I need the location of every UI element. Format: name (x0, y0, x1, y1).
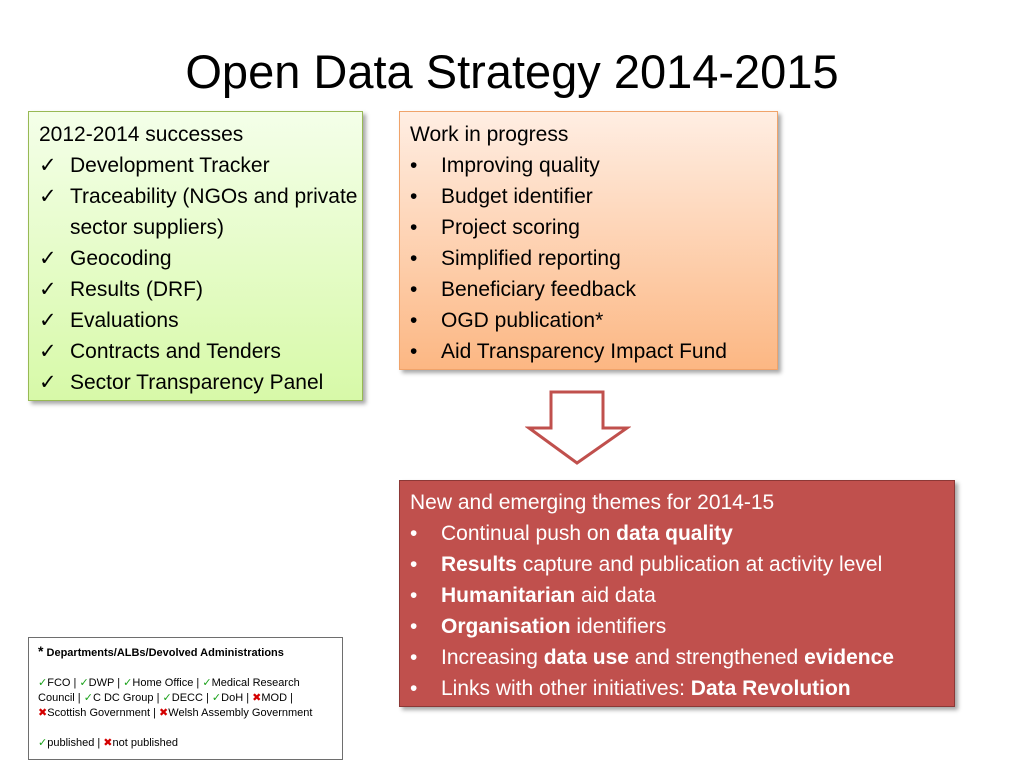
bullet-icon: • (410, 340, 418, 363)
list-item: ✓ Traceability (NGOs and private sector suppliers) (39, 181, 362, 243)
list-item: • Organisation identifiers (410, 611, 954, 642)
cross-icon: ✖ (103, 737, 113, 749)
bullet-icon: • (410, 185, 418, 208)
list-item: • Increasing data use and strengthened evidence (410, 642, 954, 673)
list-item: • Humanitarian aid data (410, 580, 954, 611)
bullet-icon: • (410, 615, 418, 638)
list-item: ✓ Contracts and Tenders (39, 336, 362, 367)
list-item: • Improving quality (410, 150, 777, 181)
list-item: • Beneficiary feedback (410, 274, 777, 305)
bullet-icon: • (410, 309, 418, 332)
list-item: • Project scoring (410, 212, 777, 243)
successes-list (39, 150, 362, 398)
bullet-icon: • (410, 278, 418, 301)
list-item: • Results capture and publication at activity level (410, 549, 954, 580)
progress-list (410, 150, 777, 367)
check-mark-icon: ✓ (38, 737, 48, 749)
bullet-icon: • (410, 247, 418, 270)
list-item: • Links with other initiatives: Data Revolution (410, 673, 954, 704)
check-mark-icon: ✓ (39, 278, 57, 301)
bullet-icon: • (410, 677, 418, 700)
down-arrow-icon (525, 390, 631, 466)
bullet-icon: • (410, 154, 418, 177)
bullet-icon: • (410, 522, 418, 545)
list-item: • Continual push on data quality (410, 518, 954, 549)
progress-heading: Work in progress (410, 123, 569, 146)
themes-box (399, 480, 955, 707)
successes-box (28, 111, 363, 401)
successes-heading: 2012-2014 successes (39, 123, 244, 146)
list-item: • Simplified reporting (410, 243, 777, 274)
list-item: ✓ Evaluations (39, 305, 362, 336)
list-item: ✓ Geocoding (39, 243, 362, 274)
list-item: • Aid Transparency Impact Fund (410, 336, 777, 367)
progress-box (399, 111, 778, 370)
bullet-icon: • (410, 216, 418, 239)
slide-title: Open Data Strategy 2014-2015 (185, 45, 839, 98)
check-mark-icon: ✓ (39, 371, 57, 394)
footnote-departments: ✓FCO | ✓DWP | ✓Home Office | ✓Medical Research Council | ✓C DC Group | ✓DECC | ✓DoH | ✖MOD | ✖Scottish Government | ✖Welsh Assembly Government (38, 677, 313, 719)
footnote-legend: ✓published | ✖not published (38, 737, 178, 749)
list-item: • Budget identifier (410, 181, 777, 212)
check-mark-icon: ✓ (39, 340, 57, 363)
check-mark-icon: ✓ (39, 154, 57, 177)
bullet-icon: • (410, 646, 418, 669)
bullet-icon: • (410, 584, 418, 607)
themes-heading: New and emerging themes for 2014-15 (410, 491, 775, 514)
check-mark-icon: ✓ (39, 309, 57, 332)
footnote-box (28, 637, 343, 760)
themes-list (410, 518, 954, 704)
bullet-icon: • (410, 553, 418, 576)
check-mark-icon: ✓ (39, 185, 57, 208)
list-item: ✓ Development Tracker (39, 150, 362, 181)
list-item: ✓ Results (DRF) (39, 274, 362, 305)
list-item: • OGD publication* (410, 305, 777, 336)
footnote-heading: * Departments/ALBs/Devolved Administrations (38, 643, 284, 659)
check-mark-icon: ✓ (39, 247, 57, 270)
list-item: ✓ Sector Transparency Panel (39, 367, 362, 398)
